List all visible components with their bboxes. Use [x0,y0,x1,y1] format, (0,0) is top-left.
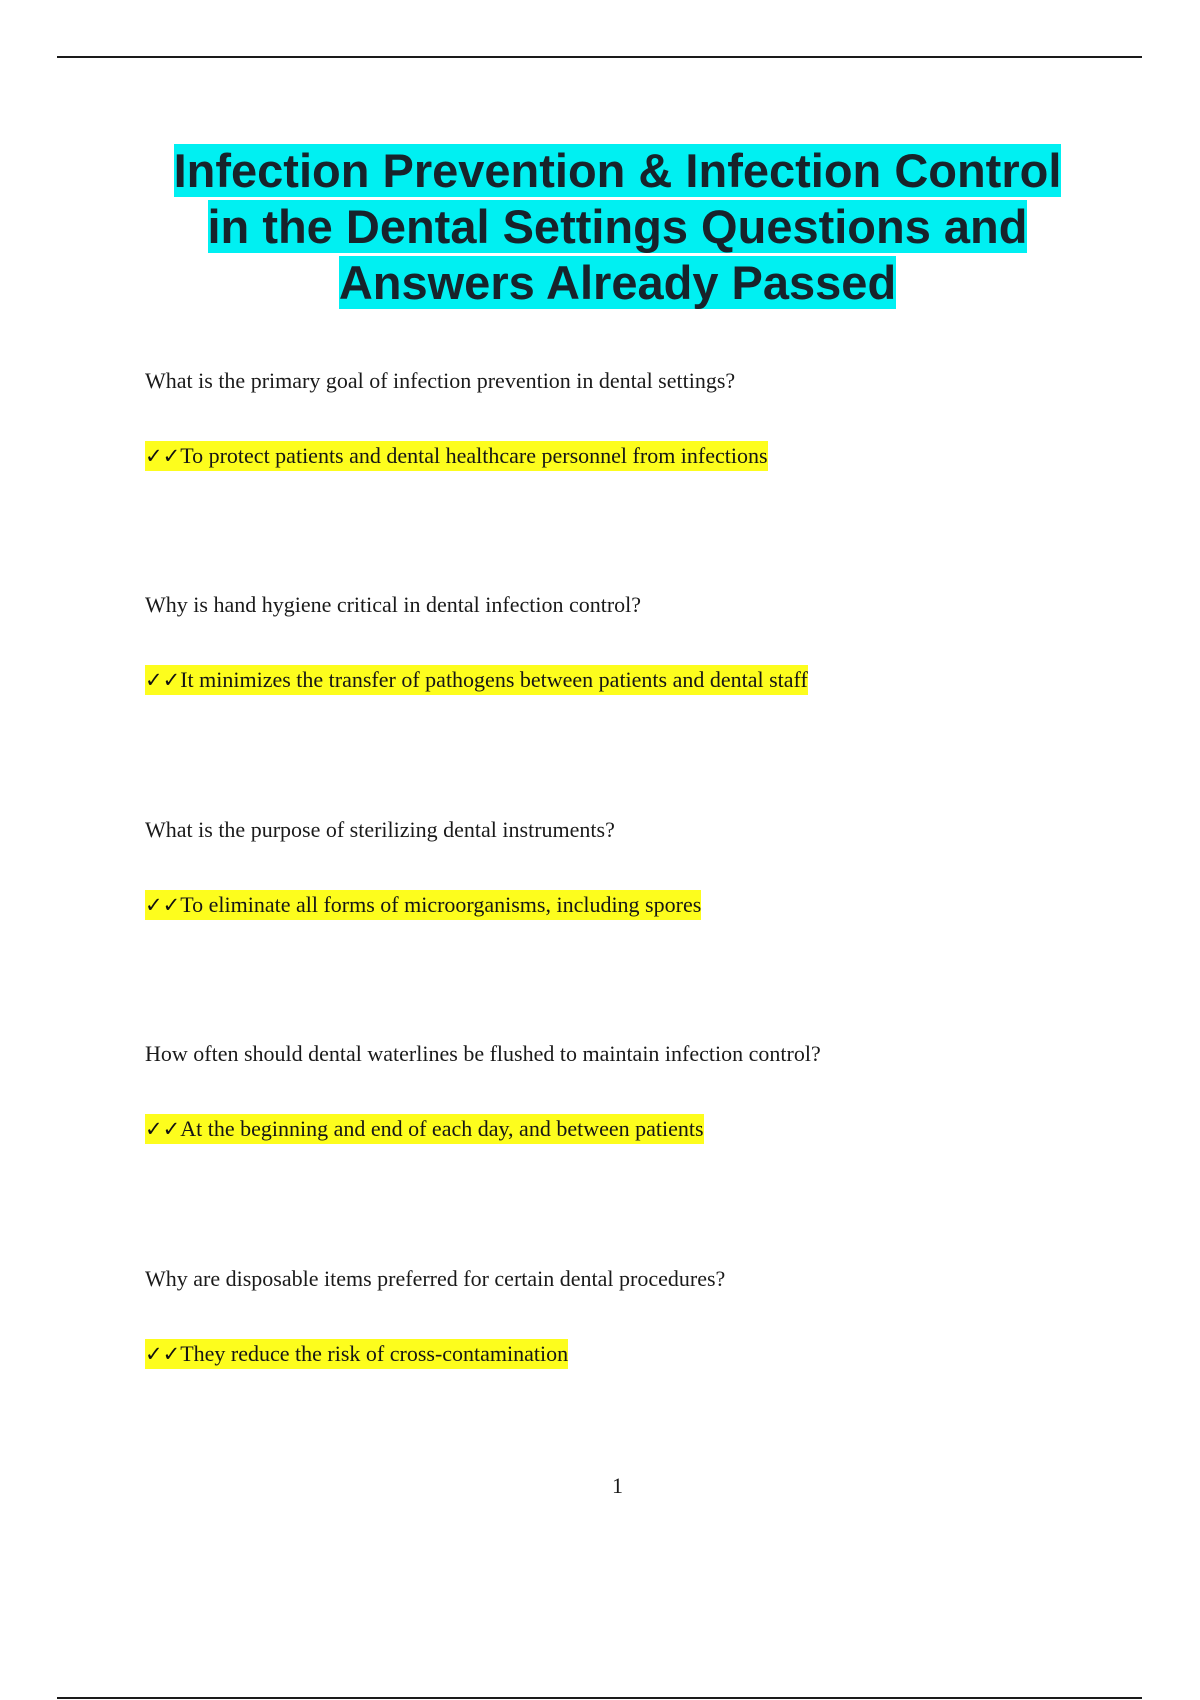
double-check-icon: ✓✓ [145,668,181,692]
answer-highlight [145,1114,704,1144]
top-rule [57,56,1142,58]
qa-item-5 [145,1265,1145,1368]
question-text: What is the primary goal of infection prevention in dental settings? [145,368,736,393]
answer-highlight [145,890,701,920]
answer-line [145,1340,1145,1368]
question-text: What is the purpose of sterilizing dental instruments? [145,817,615,842]
qa-item-1 [145,367,1145,470]
double-check-icon: ✓✓ [145,893,181,917]
answer-text: At the beginning and end of each day, and between patients [180,1116,704,1141]
answer-text: To eliminate all forms of microorganisms, including spores [180,892,702,917]
answer-highlight [145,1339,568,1369]
answer-line [145,442,1145,470]
qa-item-4 [145,1040,1145,1143]
answer-highlight [145,665,808,695]
document-title: Infection Prevention & Infection Control in the Dental Settings Questions and Answers Already Passed [173,144,1062,309]
answer-line [145,891,1145,919]
title-container [0,143,1200,311]
double-check-icon: ✓✓ [145,444,181,468]
page-number: 1 [612,1473,623,1498]
bottom-rule [57,1697,1142,1699]
double-check-icon: ✓✓ [145,1117,181,1141]
answer-text: They reduce the risk of cross-contamination [180,1341,569,1366]
question-text: How often should dental waterlines be flushed to maintain infection control? [145,1041,821,1066]
qa-item-3 [145,816,1145,919]
answer-line [145,1115,1145,1143]
qa-item-2 [145,591,1145,694]
double-check-icon: ✓✓ [145,1342,181,1366]
answer-line [145,666,1145,694]
answer-text: It minimizes the transfer of pathogens between patients and dental staff [180,667,808,692]
question-text: Why are disposable items preferred for certain dental procedures? [145,1266,726,1291]
question-text: Why is hand hygiene critical in dental infection control? [145,592,642,617]
answer-highlight [145,441,768,471]
answer-text: To protect patients and dental healthcare personnel from infections [180,443,768,468]
